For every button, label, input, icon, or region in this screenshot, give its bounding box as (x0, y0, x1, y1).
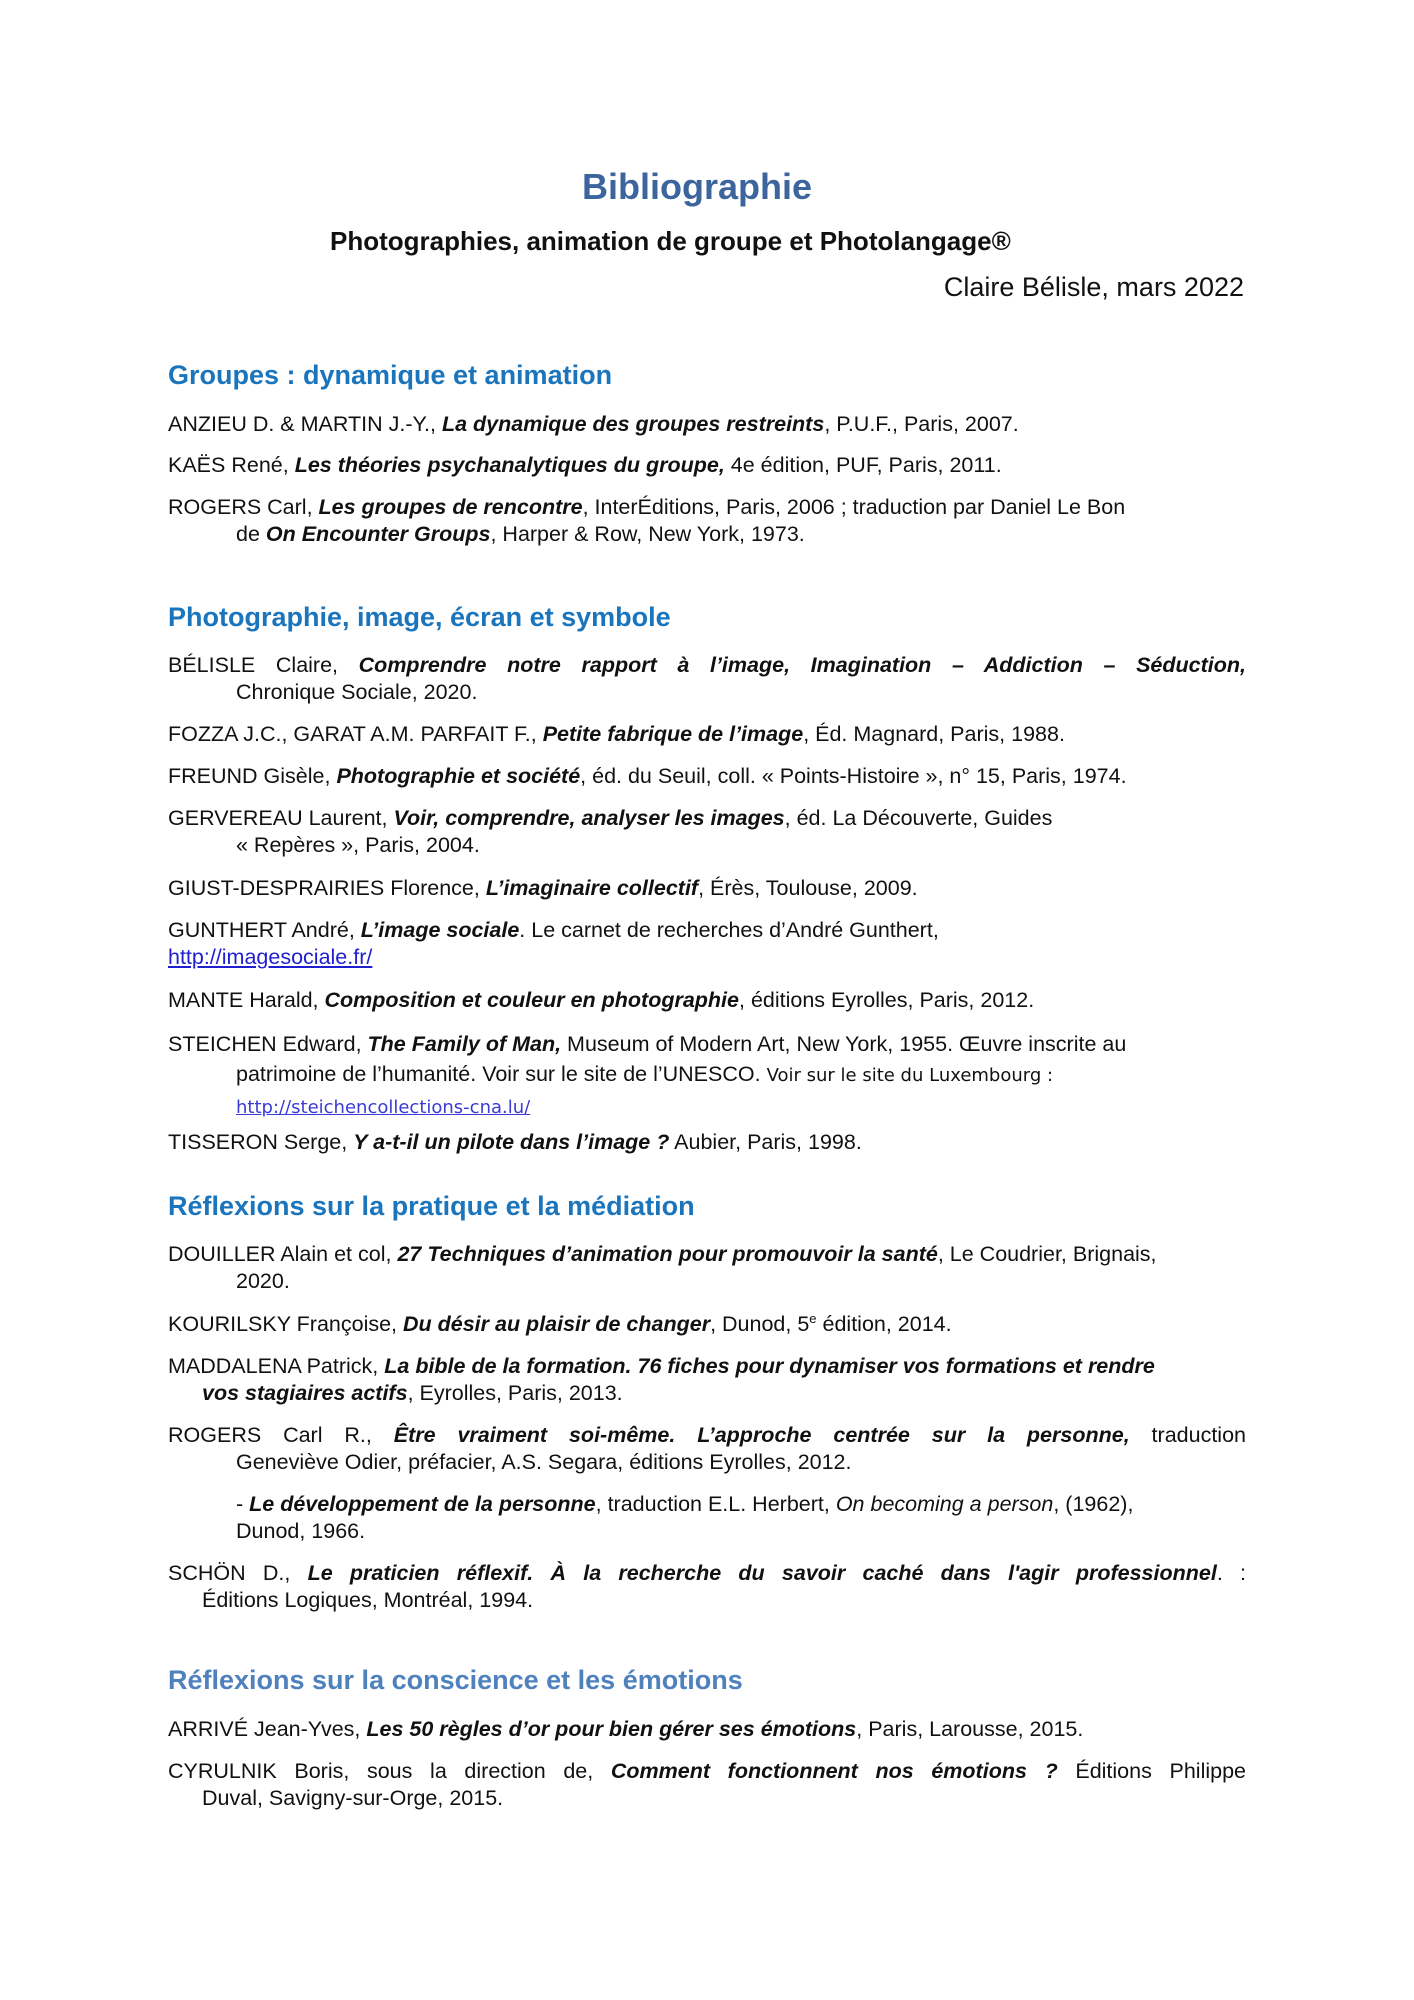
bib-entry: ARRIVÉ Jean-Yves, Les 50 règles d’or pour bien gérer ses émotions, Paris, Larousse, 2015. (168, 1717, 1084, 1741)
steichen-collections-link[interactable]: http://steichencollections-cna.lu/ (236, 1097, 531, 1118)
book-title: Composition et couleur en photographie (324, 988, 739, 1012)
bib-entry: BÉLISLE Claire, Comprendre notre rapport à l’image, Imagination – Addiction – Séduction, Chronique Sociale, 2020. (168, 653, 1246, 704)
bib-entry: DOUILLER Alain et col, 27 Techniques d’animation pour promouvoir la santé, Le Coudrier, Brignais, 2020. (168, 1242, 1157, 1293)
book-title: Le praticien réflexif. À la recherche du savoir caché dans l'agir professionnel (307, 1561, 1217, 1585)
section-heading-groupes: Groupes : dynamique et animation (168, 360, 613, 390)
bib-entry: FREUND Gisèle, Photographie et société, éd. du Seuil, coll. « Points-Histoire », n° 15, Paris, 1974. (168, 764, 1127, 788)
book-title: 27 Techniques d’animation pour promouvoir la santé (397, 1242, 938, 1266)
bib-entry: STEICHEN Edward, The Family of Man, Museum of Modern Art, New York, 1955. Œuvre inscrite au patrimoine de l’humanité. Voir sur le site de l’UNESCO. Voir sur le site du Luxembourg : http://steichencollections-cna.lu/ (168, 1032, 1127, 1118)
bib-entry: SCHÖN D., Le praticien réflexif. À la recherche du savoir caché dans l'agir professionnel. : Éditions Logiques, Montréal, 1994. (168, 1561, 1246, 1612)
book-title: L’image sociale (360, 918, 520, 942)
book-title: On Encounter Groups (265, 522, 491, 546)
bib-entry: - Le développement de la personne, traduction E.L. Herbert, On becoming a person, (1962), Dunod, 1966. (236, 1492, 1134, 1543)
bib-entry: TISSERON Serge, Y a-t-il un pilote dans l’image ? Aubier, Paris, 1998. (168, 1130, 862, 1154)
bib-entry: ANZIEU D. & MARTIN J.-Y., La dynamique des groupes restreints, P.U.F., Paris, 2007. (168, 412, 1019, 436)
book-title: Comment fonctionnent nos émotions ? (610, 1759, 1058, 1783)
book-title: Voir, comprendre, analyser les images (393, 806, 785, 830)
bib-entry: MANTE Harald, Composition et couleur en photographie, éditions Eyrolles, Paris, 2012. (168, 988, 1035, 1012)
bib-entry: GUNTHERT André, L’image sociale. Le carnet de recherches d’André Gunthert, http://imagesociale.fr/ (168, 918, 939, 969)
section-heading-pratique: Réflexions sur la pratique et la médiation (168, 1191, 695, 1221)
bib-entry: KOURILSKY Françoise, Du désir au plaisir de changer, Dunod, 5e édition, 2014. (168, 1310, 952, 1336)
section-heading-photographie: Photographie, image, écran et symbole (168, 602, 671, 632)
bib-entry: GERVEREAU Laurent, Voir, comprendre, analyser les images, éd. La Découverte, Guides « Repères », Paris, 2004. (168, 806, 1053, 857)
bib-entry: FOZZA J.C., GARAT A.M. PARFAIT F., Petite fabrique de l’image, Éd. Magnard, Paris, 1988. (168, 722, 1065, 746)
author-date: Claire Bélisle, mars 2022 (943, 272, 1244, 302)
book-title: The Family of Man, (367, 1032, 562, 1056)
book-title: Être vraiment soi-même. L’approche centrée sur la personne, (393, 1423, 1130, 1447)
book-title: Les groupes de rencontre (318, 495, 583, 519)
book-title: Du désir au plaisir de changer (403, 1312, 711, 1336)
document-subtitle: Photographies, animation de groupe et Photolangage® (330, 226, 1011, 256)
bib-entry: GIUST-DESPRAIRIES Florence, L’imaginaire collectif, Érès, Toulouse, 2009. (168, 876, 918, 900)
book-title: La dynamique des groupes restreints (441, 412, 825, 436)
book-title: Les théories psychanalytiques du groupe, (294, 453, 725, 477)
book-title: Les 50 règles d’or pour bien gérer ses émotions (366, 1717, 857, 1741)
book-title: Comprendre notre rapport à l’image, Imagination – Addiction – Séduction, (358, 653, 1246, 677)
book-title: Y a-t-il un pilote dans l’image ? (353, 1130, 670, 1154)
bib-entry: ROGERS Carl R., Être vraiment soi-même. L’approche centrée sur la personne, traduction Geneviève Odier, préfacier, A.S. Segara, éditions Eyrolles, 2012. (168, 1423, 1246, 1474)
bib-entry: KAËS René, Les théories psychanalytiques du groupe, 4e édition, PUF, Paris, 2011. (168, 453, 1002, 477)
section-heading-conscience: Réflexions sur la conscience et les émotions (168, 1665, 743, 1695)
book-title: Photographie et société (336, 764, 581, 788)
bib-entry: MADDALENA Patrick, La bible de la formation. 76 fiches pour dynamiser vos formations et rendre vos stagiaires actifs, Eyrolles, Paris, 2013. (168, 1354, 1155, 1405)
bib-entry: CYRULNIK Boris, sous la direction de, Comment fonctionnent nos émotions ? Éditions Philippe Duval, Savigny-sur-Orge, 2015. (168, 1759, 1246, 1810)
book-title: Petite fabrique de l’image (542, 722, 804, 746)
imagesociale-link[interactable]: http://imagesociale.fr/ (168, 945, 373, 969)
book-title: La bible de la formation. 76 fiches pour dynamiser vos formations et rendre (384, 1354, 1155, 1378)
book-title: L’imaginaire collectif (485, 876, 699, 900)
document-title: Bibliographie (581, 166, 812, 207)
bib-entry: ROGERS Carl, Les groupes de rencontre, InterÉditions, Paris, 2006 ; traduction par Daniel Le Bon de On Encounter Groups, Harper & Row, New York, 1973. (168, 495, 1126, 546)
book-title: Le développement de la personne (249, 1492, 596, 1516)
